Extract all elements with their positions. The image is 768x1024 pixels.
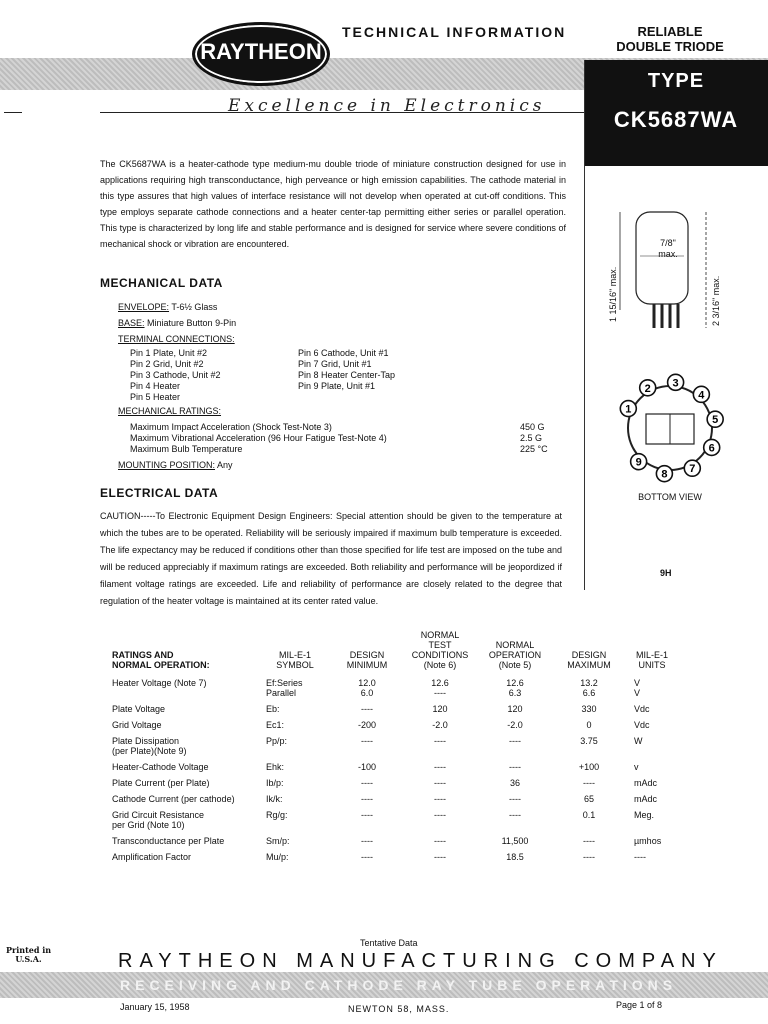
pin-entry: Pin 9 Plate, Unit #1 [298, 381, 376, 391]
row-value: Eb: [266, 704, 280, 714]
type-number: CK5687WA [613, 107, 739, 132]
row-value: 0.1 [582, 810, 596, 820]
right-column-rule [584, 60, 585, 590]
table-row [112, 762, 682, 778]
table-header-row [112, 630, 682, 678]
pin-entry: Pin 5 Heater [130, 392, 181, 402]
row-label: Plate Voltage [112, 704, 166, 714]
row-value: Ib/p: [266, 778, 284, 788]
row-value: -2.0 [507, 720, 523, 730]
row-value: Meg. [634, 810, 655, 820]
row-value: Sm/p: [266, 836, 290, 846]
pin-entry: Pin 1 Plate, Unit #2 [130, 348, 208, 358]
header-design-min: DESIGN MINIMUM [346, 650, 388, 670]
row-label: Heater Voltage (Note 7) [112, 678, 207, 688]
technical-information-title: TECHNICAL INFORMATION [342, 24, 567, 40]
row-value: ---- [434, 836, 446, 846]
row-value: Ec1: [266, 720, 285, 730]
header-units: MIL-E-1 UNITS [635, 650, 668, 670]
row-value: ---- [509, 810, 521, 820]
reliable-label: RELIABLE [637, 24, 703, 39]
total-dimension: 2 3/16" max. [711, 275, 721, 326]
table-row [112, 852, 682, 868]
row-value: ---- [434, 736, 446, 746]
intro-paragraph: The CK5687WA is a heater-cathode type medium-mu double triode of miniature construction designed for use in applications requiring high transconductance, high perveance or high emission capabilities. The cathode material in this type assures that high values of interface resistance will not develop when operated at cut-off conditions. This type employs separate cathode connections and a heater center-tap permitting either series or parallel operation. This type is characterized by long life and stable performance and is designed for service where severe conditions of mechanical shock or vibration are encountered. [100, 159, 566, 249]
mechanical-ratings [130, 422, 560, 455]
pin-number: 9 [635, 456, 642, 469]
terminal-label: TERMINAL CONNECTIONS: [118, 334, 235, 344]
row-value: v [634, 762, 639, 772]
row-value: mAdc [634, 778, 658, 788]
footer-page: Page 1 of 8 [616, 1000, 663, 1010]
envelope-value: T-6½ Glass [171, 302, 218, 312]
bottom-view-diagram [610, 370, 730, 490]
type-box [584, 60, 768, 166]
bottom-view-label: BOTTOM VIEW [638, 492, 702, 502]
header-test-conditions: NORMAL TEST CONDITIONS (Note 6) [411, 630, 469, 670]
row-value: ---- [434, 778, 446, 788]
pin-entry: Pin 3 Cathode, Unit #2 [130, 370, 221, 380]
pin-number: 8 [661, 468, 668, 481]
row-value: ---- [583, 778, 595, 788]
row-value: Rg/g: [266, 810, 288, 820]
row-value: Pp/p: [266, 736, 288, 746]
row-value: 36 [509, 778, 520, 788]
base-label: BASE: [118, 318, 145, 328]
type-label: TYPE [647, 70, 705, 92]
pin-number: 6 [708, 442, 715, 455]
base-row [118, 318, 236, 329]
row-value: ---- [361, 836, 373, 846]
row-value: 0 [586, 720, 592, 730]
pin-entry: Pin 7 Grid, Unit #1 [298, 359, 372, 369]
row-value: Ehk: [266, 762, 285, 772]
rating-row [130, 444, 560, 455]
pin-number: 7 [689, 463, 696, 476]
row-label: Grid Voltage [112, 720, 162, 730]
mechanical-heading: MECHANICAL DATA [100, 276, 223, 290]
rating-name: Maximum Vibrational Acceleration (96 Hour Fatigue Test-Note 4) [130, 433, 387, 443]
row-value: -100 [357, 762, 376, 772]
pin-number: 5 [712, 414, 719, 427]
rating-row [130, 433, 560, 444]
rating-name: Maximum Bulb Temperature [130, 444, 243, 454]
footer-city: NEWTON 58, MASS. [348, 1004, 450, 1014]
row-value: 13.2 6.6 [580, 678, 598, 698]
row-label: Transconductance per Plate [112, 836, 225, 846]
row-value: Vdc [634, 720, 650, 730]
row-value: ---- [361, 794, 373, 804]
row-value: ---- [434, 810, 446, 820]
row-value: 11,500 [501, 836, 529, 846]
pin-number: 4 [698, 389, 705, 402]
row-value: Mu/p: [266, 852, 289, 862]
table-row [112, 678, 682, 704]
row-value: ---- [361, 704, 373, 714]
row-value: 65 [583, 794, 594, 804]
rating-row [130, 422, 560, 433]
row-value: Vdc [634, 704, 650, 714]
row-value: Ik/k: [266, 794, 283, 804]
base-value: Miniature Button 9-Pin [147, 318, 237, 328]
row-value: -2.0 [432, 720, 448, 730]
row-value: µmhos [634, 836, 662, 846]
row-value: ---- [634, 852, 646, 862]
header-symbol: MIL-E-1 SYMBOL [276, 650, 314, 670]
company-name: RAYTHEON MANUFACTURING COMPANY [118, 950, 723, 972]
product-class [600, 24, 740, 54]
row-value: mAdc [634, 794, 658, 804]
mounting-row [118, 460, 233, 471]
row-value: 18.5 [506, 852, 524, 862]
pin-circles [620, 374, 723, 481]
mechanical-ratings-label: MECHANICAL RATINGS: [118, 406, 222, 416]
footer-band-text: RECEIVING AND CATHODE RAY TUBE OPERATIONS [120, 977, 678, 993]
row-value: 330 [581, 704, 597, 714]
row-label: Plate Current (per Plate) [112, 778, 210, 788]
rating-value: 225 °C [520, 444, 548, 454]
row-value: ---- [583, 836, 595, 846]
row-value: 12.6 ---- [431, 678, 449, 698]
diameter-max: max. [658, 249, 678, 259]
pins-left [130, 348, 221, 403]
pin-number: 2 [644, 382, 651, 395]
row-value: 12.0 6.0 [358, 678, 376, 698]
row-label: Amplification Factor [112, 852, 192, 862]
envelope-label: ENVELOPE: [118, 302, 170, 312]
row-value: ---- [434, 762, 446, 772]
row-value: ---- [361, 736, 373, 746]
pin-entry: Pin 6 Cathode, Unit #1 [298, 348, 389, 358]
row-value: 120 [507, 704, 523, 714]
tagline: Excellence in Electronics [228, 96, 546, 116]
header-ratings: RATINGS AND NORMAL OPERATION: [112, 650, 210, 670]
row-value: 12.6 6.3 [506, 678, 524, 698]
pin-entry: Pin 8 Heater Center-Tap [298, 370, 396, 380]
header-design-max: DESIGN MAXIMUM [567, 650, 611, 670]
tagline-rule-left [4, 112, 22, 113]
diameter-value: 7/8" [660, 238, 676, 248]
row-value: ---- [509, 794, 521, 804]
row-value: ---- [509, 762, 521, 772]
base-code: 9H [660, 568, 672, 578]
row-label: Plate Dissipation (per Plate)(Note 9) [112, 736, 187, 756]
footer-date: January 15, 1958 [120, 1002, 190, 1012]
mounting-value: Any [217, 460, 233, 470]
row-value: Ef:Series Parallel [266, 678, 303, 698]
envelope-row [118, 302, 217, 313]
table-row [112, 794, 682, 810]
electrical-heading: ELECTRICAL DATA [100, 486, 219, 500]
row-value: ---- [361, 852, 373, 862]
raytheon-logo: RAYTHEON [192, 22, 330, 86]
mounting-label: MOUNTING POSITION: [118, 460, 216, 470]
row-value: ---- [434, 852, 446, 862]
row-value: ---- [361, 778, 373, 788]
pin-number: 1 [625, 403, 632, 416]
ratings-table [112, 630, 682, 868]
table-body [112, 678, 682, 868]
tentative-data: Tentative Data [360, 938, 418, 948]
row-value: -200 [357, 720, 376, 730]
row-value: ---- [583, 852, 595, 862]
row-value: ---- [361, 810, 373, 820]
row-value: ---- [509, 736, 521, 746]
row-value: ---- [434, 794, 446, 804]
row-label: Grid Circuit Resistance per Grid (Note 10) [112, 810, 205, 830]
table-row [112, 778, 682, 794]
row-value: 3.75 [580, 736, 598, 746]
rating-value: 2.5 G [520, 433, 543, 443]
rating-value: 450 G [520, 422, 545, 432]
pin-entry: Pin 2 Grid, Unit #2 [130, 359, 204, 369]
pin-entry: Pin 4 Heater [130, 381, 181, 391]
pins-right [298, 348, 395, 392]
header-normal-operation: NORMAL OPERATION (Note 5) [488, 640, 542, 670]
row-label: Cathode Current (per cathode) [112, 794, 235, 804]
footer-band [0, 972, 768, 998]
diameter-dimension [648, 238, 688, 260]
table-row [112, 704, 682, 720]
row-value: 120 [432, 704, 448, 714]
row-value: W [634, 736, 643, 746]
caution-paragraph: CAUTION-----To Electronic Equipment Design Engineers: Special attention should be given to the temperature at which the tubes are to be operated. Reliability will be seriously impaired if maximum bulb temperature is exceeded. The life expectancy may be reduced if conditions other than those specified for life test are imposed on the tube and will be reduced appreciably if maximum ratings are exceeded. Both reliability and performance will be jeopordized if filament voltage ratings are exceeded. Life and reliability of performance are closely related to the degree that regulation of the heater voltage is maintained at its center rated value. [100, 511, 562, 606]
double-triode-label: DOUBLE TRIODE [616, 39, 724, 54]
table-row [112, 736, 682, 762]
row-label: Heater-Cathode Voltage [112, 762, 209, 772]
printed-in: Printed in U.S.A. [6, 945, 52, 964]
table-row [112, 810, 682, 836]
table-row [112, 836, 682, 852]
height-dimension: 1 15/16" max. [608, 266, 618, 322]
row-value: V V [634, 678, 641, 698]
table-row [112, 720, 682, 736]
row-value: +100 [578, 762, 600, 772]
rating-name: Maximum Impact Acceleration (Shock Test-Note 3) [130, 422, 332, 432]
pin-number: 3 [672, 377, 679, 390]
